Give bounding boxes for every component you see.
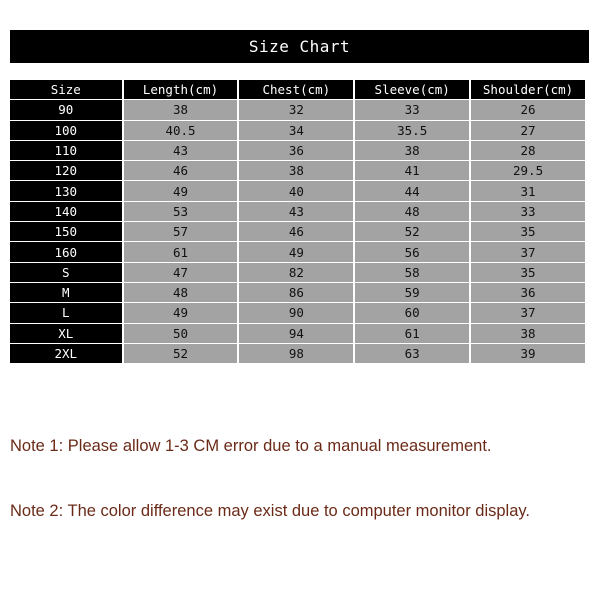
shoulder-cell: 37 (471, 303, 585, 322)
size-cell: 150 (10, 222, 122, 241)
length-cell: 43 (124, 141, 238, 160)
table-row (10, 242, 585, 261)
shoulder-cell: 31 (471, 181, 585, 200)
shoulder-cell: 33 (471, 202, 585, 221)
shoulder-cell: 35 (471, 222, 585, 241)
shoulder-cell: 29.5 (471, 161, 585, 180)
chest-cell: 40 (239, 181, 353, 200)
size-chart-title (10, 30, 589, 63)
shoulder-cell: 38 (471, 324, 585, 343)
sleeve-cell: 58 (355, 263, 469, 282)
length-cell: 49 (124, 181, 238, 200)
sleeve-cell: 35.5 (355, 121, 469, 140)
table-row (10, 263, 585, 282)
length-cell: 50 (124, 324, 238, 343)
chest-cell: 82 (239, 263, 353, 282)
table-row (10, 141, 585, 160)
size-cell: 130 (10, 181, 122, 200)
shoulder-cell: 37 (471, 242, 585, 261)
chest-cell: 32 (239, 100, 353, 119)
chest-cell: 43 (239, 202, 353, 221)
shoulder-cell: 28 (471, 141, 585, 160)
length-cell: 57 (124, 222, 238, 241)
chest-cell: 36 (239, 141, 353, 160)
sleeve-cell: 41 (355, 161, 469, 180)
length-cell: 38 (124, 100, 238, 119)
size-cell: 160 (10, 242, 122, 261)
header-shoulder: Shoulder(cm) (471, 80, 585, 99)
shoulder-cell: 35 (471, 263, 585, 282)
table-row (10, 181, 585, 200)
table-row (10, 324, 585, 343)
length-cell: 46 (124, 161, 238, 180)
chest-cell: 98 (239, 344, 353, 363)
size-cell: M (10, 283, 122, 302)
table-header-row (10, 80, 585, 99)
size-cell: XL (10, 324, 122, 343)
length-cell: 53 (124, 202, 238, 221)
length-cell: 52 (124, 344, 238, 363)
length-cell: 48 (124, 283, 238, 302)
size-cell: 120 (10, 161, 122, 180)
sleeve-cell: 63 (355, 344, 469, 363)
shoulder-cell: 36 (471, 283, 585, 302)
length-cell: 49 (124, 303, 238, 322)
size-cell: 100 (10, 121, 122, 140)
length-cell: 47 (124, 263, 238, 282)
size-cell: 140 (10, 202, 122, 221)
table-row (10, 283, 585, 302)
chest-cell: 49 (239, 242, 353, 261)
table-body (10, 100, 585, 363)
sleeve-cell: 33 (355, 100, 469, 119)
length-cell: 61 (124, 242, 238, 261)
sleeve-cell: 60 (355, 303, 469, 322)
header-length: Length(cm) (124, 80, 238, 99)
sleeve-cell: 44 (355, 181, 469, 200)
table-row (10, 121, 585, 140)
chest-cell: 34 (239, 121, 353, 140)
sleeve-cell: 48 (355, 202, 469, 221)
length-cell: 40.5 (124, 121, 238, 140)
chest-cell: 94 (239, 324, 353, 343)
table-row (10, 303, 585, 322)
table-row (10, 100, 585, 119)
table-row (10, 344, 585, 363)
sleeve-cell: 38 (355, 141, 469, 160)
header-sleeve: Sleeve(cm) (355, 80, 469, 99)
shoulder-cell: 27 (471, 121, 585, 140)
size-chart-title-text: Size Chart (248, 37, 351, 56)
sleeve-cell: 56 (355, 242, 469, 261)
sleeve-cell: 61 (355, 324, 469, 343)
shoulder-cell: 39 (471, 344, 585, 363)
size-cell: 2XL (10, 344, 122, 363)
size-cell: 90 (10, 100, 122, 119)
size-cell: L (10, 303, 122, 322)
note-2: Note 2: The color difference may exist due to computer monitor display. (10, 502, 531, 520)
chest-cell: 90 (239, 303, 353, 322)
shoulder-cell: 26 (471, 100, 585, 119)
chest-cell: 46 (239, 222, 353, 241)
chest-cell: 38 (239, 161, 353, 180)
size-table (8, 79, 587, 364)
chest-cell: 86 (239, 283, 353, 302)
size-cell: S (10, 263, 122, 282)
size-cell: 110 (10, 141, 122, 160)
table-row (10, 161, 585, 180)
sleeve-cell: 52 (355, 222, 469, 241)
table-row (10, 202, 585, 221)
note-1: Note 1: Please allow 1-3 CM error due to a manual measurement. (10, 437, 492, 455)
header-chest: Chest(cm) (239, 80, 353, 99)
table-row (10, 222, 585, 241)
header-size: Size (10, 80, 122, 99)
sleeve-cell: 59 (355, 283, 469, 302)
